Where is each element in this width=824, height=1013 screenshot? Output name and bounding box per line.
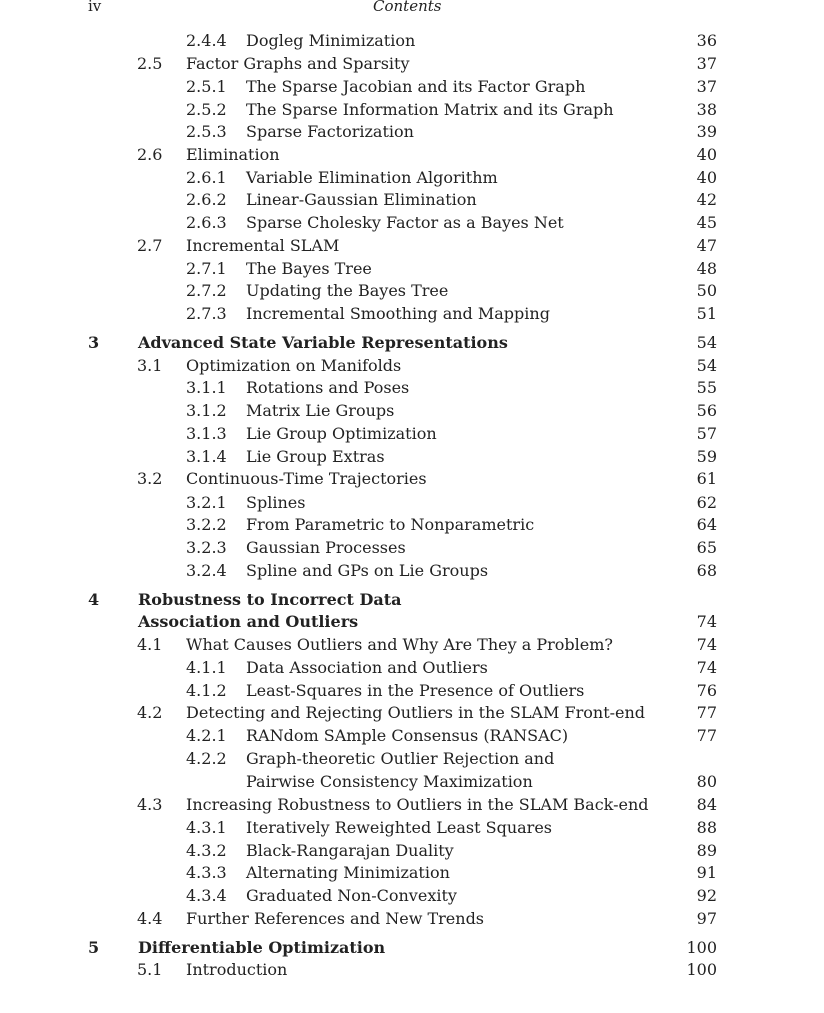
toc-entry-number: 2.6.3 <box>186 213 227 232</box>
toc-entry-number: 4.1.2 <box>186 681 227 700</box>
toc-entry-page: 84 <box>696 795 717 814</box>
toc-entry-number: 2.4.4 <box>186 31 227 50</box>
toc-entry-number: 2.7.2 <box>186 281 227 300</box>
toc-entry-title: Incremental SLAM <box>186 236 340 255</box>
toc-entry-title: Rotations and Poses <box>246 378 410 397</box>
toc-entry-page: 54 <box>696 356 717 375</box>
toc-entry[interactable] <box>0 400 824 422</box>
toc-entry-number: 4.3.3 <box>186 863 227 882</box>
toc-entry-title: Iteratively Reweighted Least Squares <box>246 818 553 837</box>
toc-entry-page: 89 <box>696 841 717 860</box>
toc-entry-title: Association and Outliers <box>138 612 359 631</box>
toc-entry-title: Introduction <box>186 960 288 979</box>
toc-entry-page: 65 <box>696 538 717 557</box>
toc-entry[interactable] <box>0 840 824 862</box>
toc-entry-number: 3.1.3 <box>186 424 227 443</box>
toc-entry-title: Gaussian Processes <box>246 538 406 557</box>
toc-entry-title: Updating the Bayes Tree <box>246 281 449 300</box>
toc-entry[interactable] <box>0 53 824 75</box>
toc-entry-page: 37 <box>696 77 717 96</box>
toc-entry-page: 37 <box>696 54 717 73</box>
toc-entry-title: Spline and GPs on Lie Groups <box>246 561 489 580</box>
toc-entry-number: 2.5.3 <box>186 122 227 141</box>
toc-entry-title: Linear-Gaussian Elimination <box>246 190 477 209</box>
toc-entry[interactable] <box>0 258 824 280</box>
toc-entry[interactable] <box>0 355 824 377</box>
toc-entry-title: The Sparse Information Matrix and its Graph <box>246 100 614 119</box>
toc-entry[interactable] <box>0 492 824 514</box>
toc-entry[interactable] <box>0 657 824 679</box>
toc-entry-number: 4 <box>88 590 100 609</box>
toc-entry-title: Differentiable Optimization <box>138 938 386 957</box>
toc-entry[interactable] <box>0 885 824 907</box>
toc-entry-title: Graph-theoretic Outlier Rejection and <box>246 749 555 768</box>
toc-entry-number: 2.5.1 <box>186 77 227 96</box>
toc-entry-number: 5.1 <box>137 960 163 979</box>
toc-entry-page: 88 <box>696 818 717 837</box>
toc-entry-page: 62 <box>696 493 717 512</box>
toc-entry-number: 4.2.2 <box>186 749 227 768</box>
toc-entry-title: Lie Group Extras <box>246 447 385 466</box>
toc-entry[interactable] <box>0 817 824 839</box>
toc-entry-page: 76 <box>696 681 717 700</box>
toc-entry-title: The Sparse Jacobian and its Factor Graph <box>246 77 586 96</box>
toc-entry-title: Least-Squares in the Presence of Outliers <box>246 681 585 700</box>
toc-entry[interactable] <box>0 560 824 582</box>
toc-entry-page: 40 <box>696 145 717 164</box>
toc-entry[interactable] <box>0 748 824 770</box>
toc-entry[interactable] <box>0 121 824 143</box>
toc-entry-title: What Causes Outliers and Why Are They a Problem? <box>186 635 613 654</box>
toc-entry-title: Sparse Cholesky Factor as a Bayes Net <box>246 213 564 232</box>
toc-entry-title: Black-Rangarajan Duality <box>246 841 454 860</box>
toc-entry-number: 2.7.3 <box>186 304 227 323</box>
toc-entry-page: 39 <box>696 122 717 141</box>
toc-entry-title: Advanced State Variable Representations <box>138 333 508 352</box>
toc-entry-page: 51 <box>696 304 717 323</box>
toc-entry-page: 100 <box>686 938 717 957</box>
toc-entry-number: 3.1.1 <box>186 378 227 397</box>
toc-entry-title: Dogleg Minimization <box>246 31 416 50</box>
toc-entry[interactable] <box>0 725 824 747</box>
toc-entry-page: 68 <box>696 561 717 580</box>
toc-entry-number: 2.7.1 <box>186 259 227 278</box>
toc-entry-number: 3.1.2 <box>186 401 227 420</box>
toc-entry[interactable] <box>0 167 824 189</box>
toc-entry[interactable] <box>0 468 824 490</box>
toc-entry-number: 2.6.2 <box>186 190 227 209</box>
toc-entry[interactable] <box>0 235 824 257</box>
toc-entry-number: 3.2.4 <box>186 561 227 580</box>
toc-entry[interactable] <box>0 908 824 930</box>
toc-entry-number: 4.1 <box>137 635 163 654</box>
toc-entry[interactable] <box>0 634 824 656</box>
toc-entry[interactable] <box>0 702 824 724</box>
toc-entry[interactable] <box>0 537 824 559</box>
toc-entry-number: 3 <box>88 333 100 352</box>
toc-entry-page: 47 <box>696 236 717 255</box>
toc-entry-number: 3.2.1 <box>186 493 227 512</box>
toc-entry-number: 4.3.1 <box>186 818 227 837</box>
toc-entry-title: Lie Group Optimization <box>246 424 437 443</box>
toc-entry[interactable] <box>0 937 824 959</box>
toc-entry-number: 3.2.3 <box>186 538 227 557</box>
toc-entry-title: Further References and New Trends <box>186 909 485 928</box>
toc-entry[interactable] <box>0 423 824 445</box>
toc-entry-number: 4.1.1 <box>186 658 227 677</box>
toc-entry-title: Graduated Non-Convexity <box>246 886 457 905</box>
toc-entry-title: Continuous-Time Trajectories <box>186 469 427 488</box>
toc-entry[interactable] <box>0 280 824 302</box>
toc-entry-number: 4.4 <box>137 909 163 928</box>
page-number-label: iv <box>88 0 102 15</box>
toc-entry-number: 4.3 <box>137 795 163 814</box>
toc-entry-page: 77 <box>696 703 717 722</box>
toc-entry-page: 48 <box>696 259 717 278</box>
toc-entry-title: Splines <box>246 493 306 512</box>
toc-entry[interactable] <box>0 189 824 211</box>
toc-entry-page: 97 <box>696 909 717 928</box>
toc-entry[interactable] <box>0 680 824 702</box>
toc-entry-number: 4.3.4 <box>186 886 227 905</box>
toc-entry-number: 2.6 <box>137 145 163 164</box>
toc-entry-title: Data Association and Outliers <box>246 658 488 677</box>
toc-entry-title: RANdom SAmple Consensus (RANSAC) <box>246 726 569 745</box>
toc-entry-number: 4.2.1 <box>186 726 227 745</box>
toc-entry-number: 2.5.2 <box>186 100 227 119</box>
running-title: Contents <box>373 0 442 15</box>
toc-entry-title: Optimization on Manifolds <box>186 356 402 375</box>
toc-entry-title: Increasing Robustness to Outliers in the SLAM Back-end <box>186 795 649 814</box>
toc-entry-number: 2.6.1 <box>186 168 227 187</box>
toc-entry-number: 5 <box>88 938 100 957</box>
toc-entry-page: 74 <box>696 635 717 654</box>
toc-entry-title: Pairwise Consistency Maximization <box>246 772 533 791</box>
toc-entry-number: 3.1.4 <box>186 447 227 466</box>
toc-entry-page: 74 <box>696 658 717 677</box>
toc-entry-title: Sparse Factorization <box>246 122 414 141</box>
toc-entry[interactable] <box>0 144 824 166</box>
toc-entry-page: 45 <box>696 213 717 232</box>
toc-entry-number: 2.7 <box>137 236 163 255</box>
toc-entry-title: Alternating Minimization <box>246 863 450 882</box>
toc-entry-title: Matrix Lie Groups <box>246 401 395 420</box>
toc-entry-title: Robustness to Incorrect Data <box>138 590 402 609</box>
toc-entry[interactable] <box>0 794 824 816</box>
toc-entry-number: 3.1 <box>137 356 163 375</box>
toc-entry[interactable] <box>0 514 824 536</box>
toc-entry-title: From Parametric to Nonparametric <box>246 515 535 534</box>
toc-entry-page: 100 <box>686 960 717 979</box>
toc-entry-title: Detecting and Rejecting Outliers in the SLAM Front-end <box>186 703 646 722</box>
toc-entry-page: 42 <box>696 190 717 209</box>
toc-entry[interactable] <box>0 332 824 354</box>
toc-entry-page: 59 <box>696 447 717 466</box>
toc-entry-page: 74 <box>696 612 717 631</box>
toc-entry[interactable] <box>0 303 824 325</box>
toc-entry[interactable] <box>0 99 824 121</box>
toc-entry[interactable] <box>0 30 824 52</box>
toc-entry-title: Incremental Smoothing and Mapping <box>246 304 550 323</box>
toc-entry-page: 64 <box>696 515 717 534</box>
toc-entry-number: 3.2 <box>137 469 163 488</box>
toc-entry[interactable] <box>0 212 824 234</box>
toc-entry[interactable] <box>0 862 824 884</box>
toc-entry-title: Variable Elimination Algorithm <box>246 168 498 187</box>
toc-entry-page: 57 <box>696 424 717 443</box>
toc-entry[interactable] <box>0 377 824 399</box>
toc-entry[interactable] <box>0 446 824 468</box>
toc-entry-page: 54 <box>696 333 717 352</box>
toc-entry-page: 50 <box>696 281 717 300</box>
toc-entry-number: 3.2.2 <box>186 515 227 534</box>
toc-entry-page: 92 <box>696 886 717 905</box>
toc-entry[interactable] <box>0 771 824 793</box>
toc-entry-title: Elimination <box>186 145 280 164</box>
toc-entry-number: 4.3.2 <box>186 841 227 860</box>
toc-entry-page: 91 <box>696 863 717 882</box>
toc-entry[interactable] <box>0 611 824 633</box>
toc-entry-page: 36 <box>696 31 717 50</box>
toc-entry-title: Factor Graphs and Sparsity <box>186 54 410 73</box>
toc-entry-page: 38 <box>696 100 717 119</box>
toc-entry-page: 55 <box>696 378 717 397</box>
toc-entry[interactable] <box>0 589 824 611</box>
toc-entry[interactable] <box>0 959 824 981</box>
toc-entry-page: 61 <box>696 469 717 488</box>
toc-entry-page: 56 <box>696 401 717 420</box>
toc-entry-title: The Bayes Tree <box>246 259 372 278</box>
toc-entry-page: 40 <box>696 168 717 187</box>
toc-entry-number: 2.5 <box>137 54 163 73</box>
toc-entry-page: 80 <box>696 772 717 791</box>
toc-entry-page: 77 <box>696 726 717 745</box>
toc-entry[interactable] <box>0 76 824 98</box>
toc-entry-number: 4.2 <box>137 703 163 722</box>
